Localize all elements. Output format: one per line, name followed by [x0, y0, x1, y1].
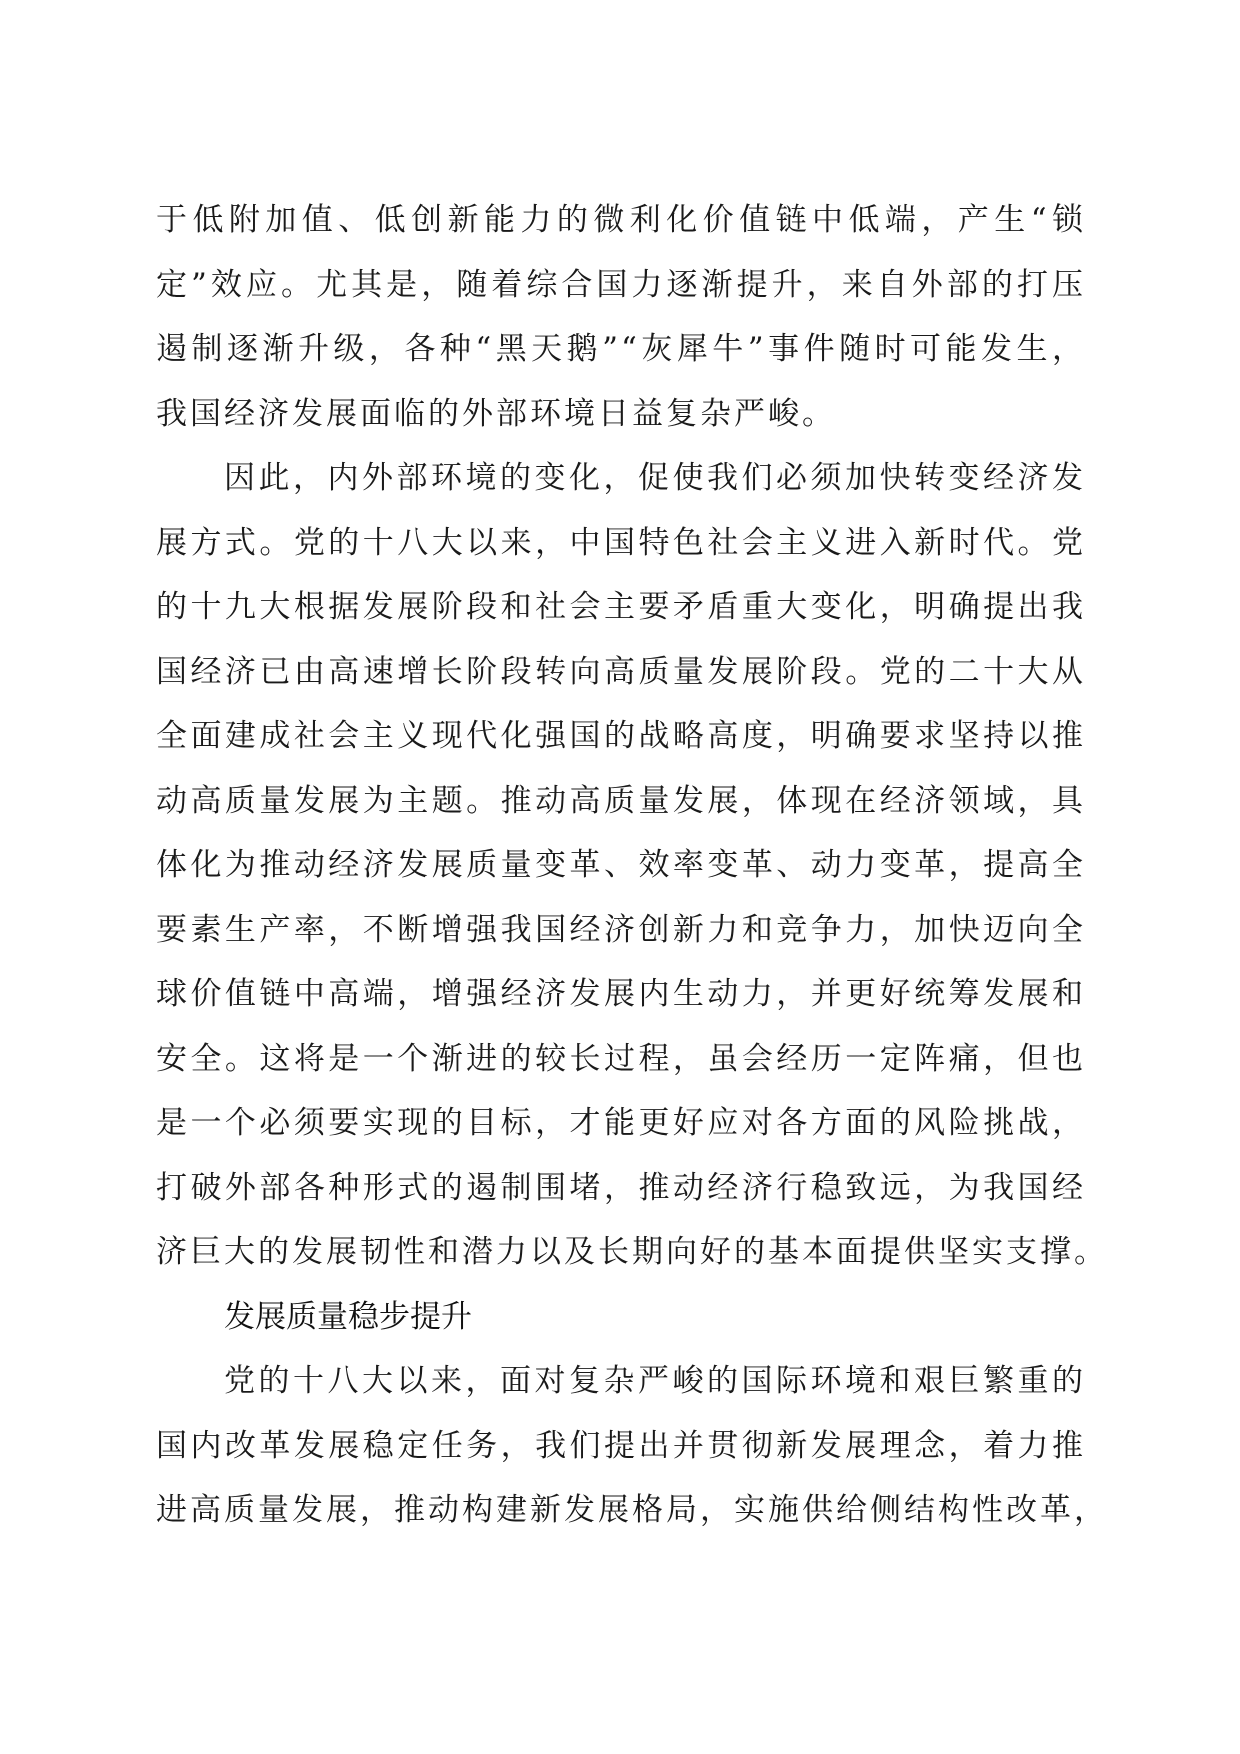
text-line: 安全。这将是一个渐进的较长过程，虽会经历一定阵痛，但也: [156, 1040, 1086, 1077]
text-line: 进高质量发展，推动构建新发展格局，实施供给侧结构性改革，: [156, 1492, 1108, 1528]
text-line: 是一个必须要实现的目标，才能更好应对各方面的风险挑战，: [156, 1105, 1086, 1141]
text-line: 遏制逐渐升级，各种“黑天鹅”“灰犀牛”事件随时可能发生，: [156, 331, 1086, 367]
paragraph-quality-improvement: [156, 1349, 1108, 1543]
text-line: 球价值链中高端，增强经济发展内生动力，并更好统筹发展和: [156, 976, 1086, 1012]
text-line: 打破外部各种形式的遏制围堵，推动经济行稳致远，为我国经: [156, 1169, 1086, 1206]
text-line: 定”效应。尤其是，随着综合国力逐渐提升，来自外部的打压: [156, 266, 1086, 303]
text-line: 我国经济发展面临的外部环境日益复杂严峻。: [156, 395, 836, 432]
text-line: 展方式。党的十八大以来，中国特色社会主义进入新时代。党: [156, 524, 1086, 561]
text-line: 济巨大的发展韧性和潜力以及长期向好的基本面提供坚实支撑。: [156, 1234, 1108, 1270]
text-line: 动高质量发展为主题。推动高质量发展，体现在经济领域，具: [156, 782, 1086, 819]
text-line: 的十九大根据发展阶段和社会主要矛盾重大变化，明确提出我: [156, 589, 1086, 625]
text-line: 因此，内外部环境的变化，促使我们必须加快转变经济发: [224, 460, 1086, 496]
text-line: 要素生产率，不断增强我国经济创新力和竞争力，加快迈向全: [156, 911, 1086, 948]
paragraph-development-mode: [156, 446, 1108, 1285]
text-line: 国内改革发展稳定任务，我们提出并贯彻新发展理念，着力推: [156, 1427, 1086, 1464]
section-heading: 发展质量稳步提升: [224, 1298, 472, 1335]
document-body: [156, 188, 1108, 1543]
text-line: 体化为推动经济发展质量变革、效率变革、动力变革，提高全: [156, 847, 1086, 883]
text-line: 党的十八大以来，面对复杂严峻的国际环境和艰巨繁重的: [224, 1363, 1086, 1399]
text-line: 国经济已由高速增长阶段转向高质量发展阶段。党的二十大从: [156, 653, 1086, 690]
paragraph-continued: [156, 188, 1086, 446]
text-line: 全面建成社会主义现代化强国的战略高度，明确要求坚持以推: [156, 718, 1086, 754]
text-line: 于低附加值、低创新能力的微利化价值链中低端，产生“锁: [156, 202, 1086, 238]
